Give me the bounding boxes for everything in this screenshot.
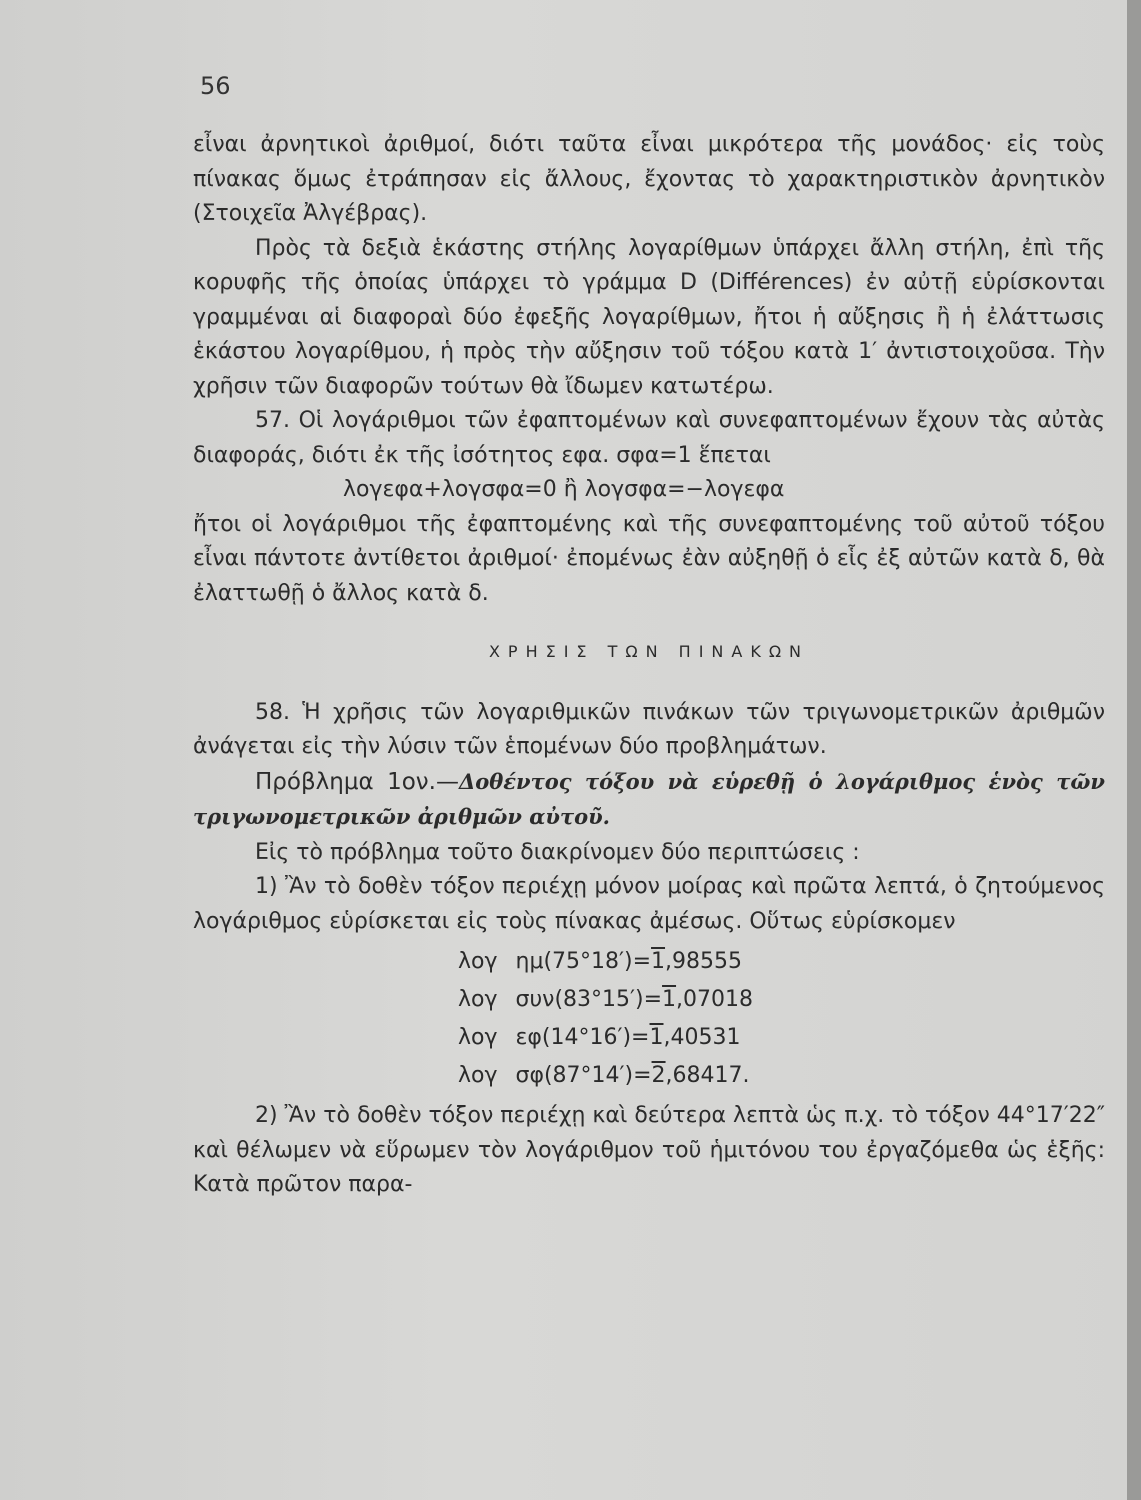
paragraph-intro: εἶναι ἀρνητικοὶ ἀριθμοί, διότι ταῦτα εἶναι μικρότερα τῆς μονάδος· εἰς τοὺς πίνακας ὅμως ἐτράπησαν εἰς ἄλλους, ἔχοντας τὸ χαρακτηριστικὸν ἀρνητικὸν (Στοιχεῖα Ἀλγέβρας). — [193, 132, 1105, 226]
problem-1 — [193, 765, 1105, 836]
paragraph-58: 58. Ἡ χρῆσις τῶν λογαριθμικῶν πινάκων τῶν τριγωνομετρικῶν ἀριθμῶν ἀνάγεται εἰς τὴν λύσιν τῶν ἑπομένων δύο προβλημάτων. — [193, 699, 1105, 759]
log-example-row — [458, 943, 763, 981]
log-value: ημ(75°18′)=1,98555 — [515, 948, 743, 974]
case-1: 1) Ἂν τὸ δοθὲν τόξον περιέχῃ μόνον μοίρας καὶ πρῶτα λεπτά, ὁ ζητούμενος λογάριθμος εὑρίσκεται εἰς τοὺς πίνακας ἀμέσως. Οὕτως εὑρίσκομεν — [193, 874, 1105, 934]
log-value: εφ(14°16′)=1,40531 — [515, 1024, 741, 1050]
log-label: λογ — [458, 1024, 498, 1050]
log-example-row — [458, 1057, 763, 1095]
page-number: 56 — [200, 72, 231, 100]
log-examples-table — [458, 943, 763, 1095]
paragraph-57-continued: ἤτοι οἱ λογάριθμοι τῆς ἐφαπτομένης καὶ τῆς συνεφαπτομένης τοῦ αὐτοῦ τόξου εἶναι πάντοτε ἀντίθετοι ἀριθμοί· ἐπομένως ἐὰν αὐξηθῇ ὁ εἷς ἐξ αὐτῶν κατὰ δ, θὰ ἐλαττωθῇ ὁ ἄλλος κατὰ δ. — [193, 511, 1105, 606]
section-heading: ΧΡΗΣΙΣ ΤΩΝ ΠΙΝΑΚΩΝ — [488, 642, 810, 661]
case-2: 2) Ἂν τὸ δοθὲν τόξον περιέχῃ καὶ δεύτερα λεπτὰ ὡς π.χ. τὸ τόξον 44°17′22″ καὶ θέλωμεν νὰ εὕρωμεν τὸν λογάριθμον τοῦ ἡμιτόνου του ἐργαζόμεθα ὡς ἑξῆς: Κατὰ πρῶτον παρα- — [193, 1103, 1105, 1197]
log-example-row — [458, 1019, 763, 1057]
paragraph-cases: Εἰς τὸ πρόβλημα τοῦτο διακρίνομεν δύο περιπτώσεις : — [255, 839, 860, 865]
paragraph-57: 57. Οἱ λογάριθμοι τῶν ἐφαπτομένων καὶ συνεφαπτομένων ἔχουν τὰς αὐτὰς διαφοράς, διότι ἐκ τῆς ἰσότητος εφα. σφα=1 ἕπεται — [193, 408, 1105, 468]
log-label: λογ — [458, 1062, 498, 1088]
log-value: συν(83°15′)=1,07018 — [515, 986, 754, 1012]
problem-label: Πρόβλημα 1ον.— — [255, 768, 459, 795]
page-body — [193, 128, 1105, 1203]
log-label: λογ — [458, 948, 498, 974]
page-edge-shadow — [1127, 0, 1141, 1500]
log-label: λογ — [458, 986, 498, 1012]
problem-statement: Δοθέντος τόξου νὰ εὑρεθῇ ὁ λογάριθμος ἑνὸς τῶν τριγωνομετρικῶν ἀριθμῶν αὐτοῦ. — [193, 768, 1105, 829]
paragraph-differences: Πρὸς τὰ δεξιὰ ἑκάστης στήλης λογαρίθμων ὑπάρχει ἄλλη στήλη, ἐπὶ τῆς κορυφῆς τῆς ὁποίας ὑπάρχει τὸ γράμμα D (Différences) ἐν αὐτῇ εὑρίσκονται γραμμέναι αἱ διαφοραὶ δύο ἐφεξῆς λογαρίθμων, ἤτοι ἡ αὔξησις ἢ ἡ ἐλάττωσις ἑκάστου λογαρίθμου, ἡ πρὸς τὴν αὔξησιν τοῦ τόξου κατὰ 1′ ἀντιστοιχοῦσα. Τὴν χρῆσιν τῶν διαφορῶν τούτων θὰ ἴδωμεν κατωτέρω. — [193, 235, 1105, 399]
log-example-row — [458, 981, 763, 1019]
log-value: σφ(87°14′)=2,68417. — [515, 1062, 750, 1088]
formula-57: λογεφα+λογσφα=0 ἢ λογσφα=−λογεφα — [343, 477, 785, 502]
